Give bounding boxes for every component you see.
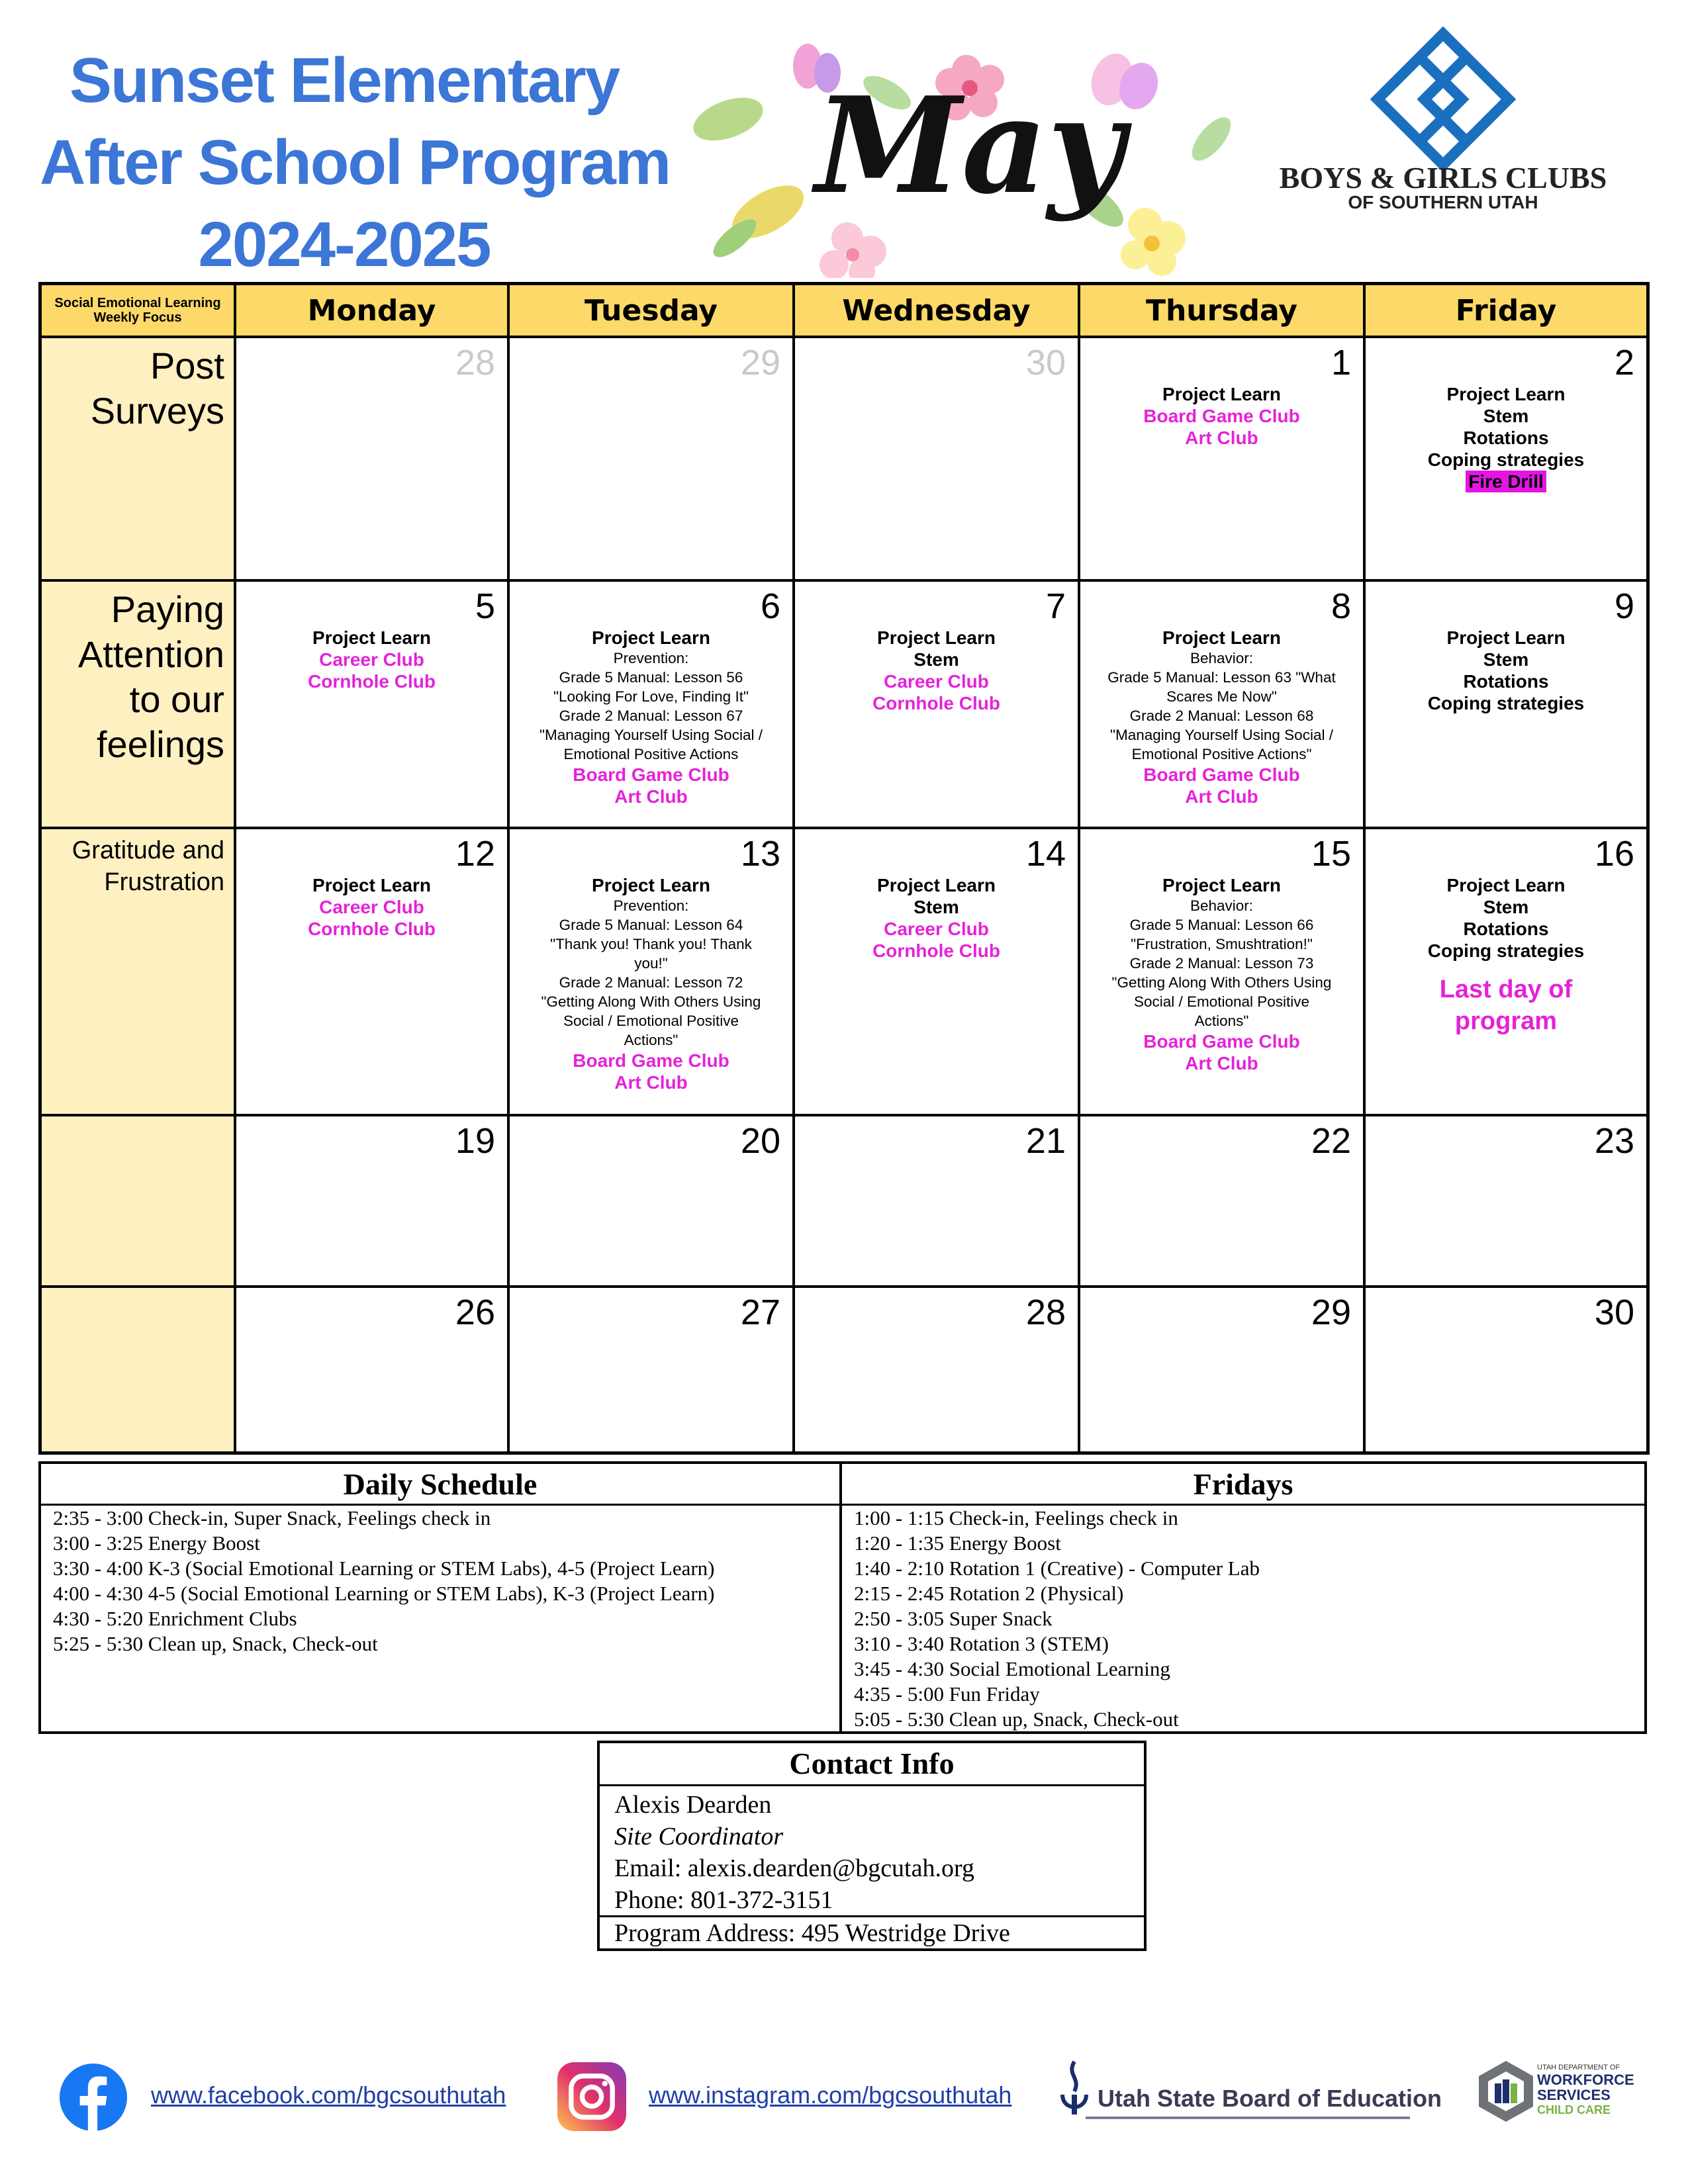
dws-line-1: UTAH DEPARTMENT OF xyxy=(1537,2064,1620,2071)
day-cell xyxy=(236,338,510,582)
event-item: Project Learn xyxy=(1446,627,1566,648)
event-item: "Frustration, Smushtration!" xyxy=(1131,936,1313,952)
instagram-link[interactable]: www.instagram.com/bgcsouthutah xyxy=(649,2081,1012,2109)
schedule-line: 4:30 - 5:20 Enrichment Clubs xyxy=(53,1607,297,1630)
day-cell xyxy=(795,338,1080,582)
schedule-line: 2:35 - 3:00 Check-in, Super Snack, Feelings check in xyxy=(53,1506,491,1529)
calendar-grid xyxy=(38,282,1650,1455)
friday-schedule-list xyxy=(842,1506,1644,1732)
event-item: Project Learn xyxy=(1162,384,1281,404)
event-item: Scares Me Now" xyxy=(1166,688,1277,705)
day-cell xyxy=(1366,338,1646,582)
event-item: Project Learn xyxy=(312,627,431,648)
day-header-friday: Friday xyxy=(1366,285,1646,338)
event-item: Social / Emotional Positive xyxy=(1133,993,1310,1010)
event-item: "Managing Yourself Using Social / xyxy=(539,727,763,743)
day-cell xyxy=(1080,829,1366,1116)
event-item: Rotations xyxy=(1463,919,1549,939)
event-item: Grade 2 Manual: Lesson 67 xyxy=(559,707,743,724)
day-number: 19 xyxy=(455,1121,495,1161)
day-cell xyxy=(510,582,795,829)
event-item: Grade 2 Manual: Lesson 72 xyxy=(559,974,743,991)
facebook-link[interactable]: www.facebook.com/bgcsouthutah xyxy=(151,2081,506,2109)
event-item: Rotations xyxy=(1463,671,1549,692)
program-title xyxy=(40,40,671,286)
week-focus: Gratitude and Frustration xyxy=(42,829,236,1116)
event-list xyxy=(800,874,1072,962)
event-item: Actions" xyxy=(624,1032,679,1048)
day-cell xyxy=(1080,1288,1366,1451)
week-focus xyxy=(42,1288,236,1451)
event-item: Career Club xyxy=(319,649,424,670)
day-number: 26 xyxy=(455,1293,495,1332)
day-number: 22 xyxy=(1311,1121,1351,1161)
schedule-line: 4:00 - 4:30 4-5 (Social Emotional Learning or STEM Labs), K-3 (Project Learn) xyxy=(53,1582,715,1605)
day-header-thursday: Thursday xyxy=(1080,285,1366,338)
schedule-line: 3:45 - 4:30 Social Emotional Learning xyxy=(854,1657,1170,1680)
event-item: Art Club xyxy=(1185,786,1258,807)
friday-schedule xyxy=(842,1464,1644,1731)
event-item: program xyxy=(1454,1007,1558,1035)
day-number: 14 xyxy=(1025,834,1066,874)
day-number: 27 xyxy=(740,1293,780,1332)
day-cell xyxy=(510,338,795,582)
event-list xyxy=(1371,874,1641,1037)
title-line-3: 2024-2025 xyxy=(198,209,491,280)
event-item: Behavior: xyxy=(1190,650,1254,666)
schedule-line: 3:30 - 4:00 K-3 (Social Emotional Learning or STEM Labs), 4-5 (Project Learn) xyxy=(53,1557,715,1580)
event-item: Grade 5 Manual: Lesson 64 xyxy=(559,917,743,933)
day-cell xyxy=(1366,829,1646,1116)
dws-line-4: CHILD CARE xyxy=(1537,2103,1611,2116)
event-item: Project Learn xyxy=(1162,627,1281,648)
focus-header-label: Social Emotional Learning Weekly Focus xyxy=(54,296,221,325)
event-item: Social / Emotional Positive xyxy=(563,1013,739,1029)
contact-title: Contact Info xyxy=(600,1743,1144,1786)
program-address: Program Address: 495 Westridge Drive xyxy=(614,1919,1010,1947)
event-item: Project Learn xyxy=(592,627,710,648)
event-item: Project Learn xyxy=(1446,875,1566,895)
schedule-line: 4:35 - 5:00 Fun Friday xyxy=(854,1682,1040,1706)
day-cell xyxy=(1366,1288,1646,1451)
day-header-monday: Monday xyxy=(236,285,510,338)
event-list xyxy=(800,627,1072,714)
event-item: you!" xyxy=(634,955,668,972)
contact-role: Site Coordinator xyxy=(614,1823,784,1850)
event-item: Stem xyxy=(1483,406,1529,426)
day-number: 7 xyxy=(1045,586,1066,626)
event-list xyxy=(1086,383,1358,449)
event-item: Career Club xyxy=(884,919,989,939)
event-item: Cornhole Club xyxy=(308,671,436,692)
day-number: 6 xyxy=(760,586,780,626)
contact-name: Alexis Dearden xyxy=(614,1791,772,1819)
day-cell xyxy=(236,1116,510,1288)
event-item: Art Club xyxy=(1185,1053,1258,1073)
usbe-torch-icon xyxy=(1054,2058,1095,2118)
event-item: Board Game Club xyxy=(1143,406,1300,426)
event-item: Stem xyxy=(914,649,959,670)
day-cell xyxy=(795,1116,1080,1288)
event-item: Coping strategies xyxy=(1427,940,1585,961)
schedule-line: 1:20 - 1:35 Energy Boost xyxy=(854,1531,1061,1555)
daily-schedule-list xyxy=(41,1506,839,1657)
day-number: 1 xyxy=(1331,343,1351,383)
title-line-2: After School Program xyxy=(40,127,671,198)
event-item: Prevention: xyxy=(613,897,689,914)
event-item: Emotional Positive Actions" xyxy=(1131,746,1312,762)
day-number: 9 xyxy=(1614,586,1634,626)
event-list xyxy=(1371,383,1641,492)
event-item: Project Learn xyxy=(312,875,431,895)
day-number: 28 xyxy=(1025,1293,1066,1332)
event-item: Rotations xyxy=(1463,428,1549,448)
day-cell xyxy=(1366,582,1646,829)
day-cell xyxy=(236,829,510,1116)
day-number: 8 xyxy=(1331,586,1351,626)
contact-info-box xyxy=(597,1741,1147,1951)
event-item: Career Club xyxy=(884,671,989,692)
event-item: Fire Drill xyxy=(1466,471,1546,492)
day-cell xyxy=(1080,582,1366,829)
dws-line-3: SERVICES xyxy=(1537,2087,1611,2103)
event-item: Board Game Club xyxy=(573,764,729,785)
week-focus xyxy=(42,1116,236,1288)
event-item: Art Club xyxy=(1185,428,1258,448)
event-item: Stem xyxy=(914,897,959,917)
may-lettering: May xyxy=(815,68,1125,224)
day-cell xyxy=(1080,338,1366,582)
event-item: Grade 5 Manual: Lesson 63 "What xyxy=(1107,669,1336,686)
event-list xyxy=(1086,627,1358,807)
usbe-underline xyxy=(1086,2116,1410,2119)
event-item: Coping strategies xyxy=(1427,693,1585,713)
event-item: Cornhole Club xyxy=(872,693,1000,713)
event-item: Grade 2 Manual: Lesson 73 xyxy=(1129,955,1314,972)
event-item: Emotional Positive Actions xyxy=(563,746,739,762)
event-item: Cornhole Club xyxy=(308,919,436,939)
event-item: "Managing Yourself Using Social / xyxy=(1110,727,1333,743)
day-header-tuesday: Tuesday xyxy=(510,285,795,338)
event-item: "Getting Along With Others Using xyxy=(541,993,761,1010)
event-list xyxy=(515,874,787,1093)
event-item: Stem xyxy=(1483,897,1529,917)
schedule-line: 1:40 - 2:10 Rotation 1 (Creative) - Computer Lab xyxy=(854,1557,1260,1580)
day-cell xyxy=(1366,1116,1646,1288)
day-cell xyxy=(236,582,510,829)
schedule-line: 3:00 - 3:25 Energy Boost xyxy=(53,1531,260,1555)
event-item: Project Learn xyxy=(1446,384,1566,404)
schedule-line: 5:25 - 5:30 Clean up, Snack, Check-out xyxy=(53,1632,378,1655)
event-item: Last day of xyxy=(1439,976,1573,1003)
event-item: Board Game Club xyxy=(1143,1031,1300,1052)
daily-schedule xyxy=(41,1464,842,1731)
day-number: 15 xyxy=(1311,834,1351,874)
event-item: Art Club xyxy=(614,1072,688,1093)
event-list xyxy=(1371,627,1641,714)
schedule-line: 2:15 - 2:45 Rotation 2 (Physical) xyxy=(854,1582,1124,1605)
day-number: 16 xyxy=(1594,834,1634,874)
contact-phone[interactable]: Phone: 801-372-3151 xyxy=(614,1886,833,1914)
event-item: Coping strategies xyxy=(1427,449,1585,470)
event-item: Grade 5 Manual: Lesson 66 xyxy=(1129,917,1314,933)
event-item: Grade 5 Manual: Lesson 56 xyxy=(559,669,743,686)
day-number: 30 xyxy=(1594,1293,1634,1332)
day-cell xyxy=(510,1116,795,1288)
event-list xyxy=(1086,874,1358,1074)
day-cell xyxy=(236,1288,510,1451)
schedule-line: 2:50 - 3:05 Super Snack xyxy=(854,1607,1053,1630)
event-item: Board Game Club xyxy=(1143,764,1300,785)
daily-schedule-title: Daily Schedule xyxy=(41,1464,839,1506)
event-item: Stem xyxy=(1483,649,1529,670)
event-item: Actions" xyxy=(1194,1013,1249,1029)
contact-email[interactable]: Email: alexis.dearden@bgcutah.org xyxy=(614,1854,974,1882)
event-item: Behavior: xyxy=(1190,897,1254,914)
org-subname: OF SOUTHERN UTAH xyxy=(1348,192,1538,212)
day-number: 30 xyxy=(1025,343,1066,383)
event-item: Prevention: xyxy=(613,650,689,666)
instagram-icon[interactable] xyxy=(557,2062,626,2131)
day-number: 28 xyxy=(455,343,495,383)
week-focus: Paying Attention to our feelings xyxy=(42,582,236,829)
usbe-logo-text: Utah State Board of Education xyxy=(1098,2085,1442,2112)
schedule-line: 5:05 - 5:30 Clean up, Snack, Check-out xyxy=(854,1707,1179,1731)
day-number: 21 xyxy=(1025,1121,1066,1161)
event-item: Cornhole Club xyxy=(872,940,1000,961)
day-cell xyxy=(1080,1116,1366,1288)
day-number: 5 xyxy=(475,586,495,626)
event-item: "Looking For Love, Finding It" xyxy=(553,688,749,705)
dws-line-2: WORKFORCE xyxy=(1537,2071,1634,2088)
event-item: Board Game Club xyxy=(573,1050,729,1071)
day-cell xyxy=(795,829,1080,1116)
day-number: 13 xyxy=(740,834,780,874)
day-number: 29 xyxy=(740,343,780,383)
focus-column-header xyxy=(42,285,236,338)
schedule-line: 3:10 - 3:40 Rotation 3 (STEM) xyxy=(854,1632,1109,1655)
day-cell xyxy=(510,1288,795,1451)
facebook-icon[interactable] xyxy=(60,2064,127,2131)
event-item: Grade 2 Manual: Lesson 68 xyxy=(1129,707,1314,724)
event-item: "Thank you! Thank you! Thank xyxy=(550,936,752,952)
event-item: Project Learn xyxy=(877,627,996,648)
day-number: 29 xyxy=(1311,1293,1351,1332)
event-list xyxy=(242,874,502,940)
event-item: Art Club xyxy=(614,786,688,807)
event-list xyxy=(515,627,787,807)
day-header-wednesday: Wednesday xyxy=(795,285,1080,338)
day-cell xyxy=(795,1288,1080,1451)
dws-hexagon-icon xyxy=(1477,2060,1534,2123)
day-number: 20 xyxy=(740,1121,780,1161)
schedule-line: 1:00 - 1:15 Check-in, Feelings check in xyxy=(854,1506,1178,1529)
day-number: 23 xyxy=(1594,1121,1634,1161)
event-item: Project Learn xyxy=(1162,875,1281,895)
schedule-panel xyxy=(38,1461,1647,1734)
title-line-1: Sunset Elementary xyxy=(69,45,620,116)
day-cell xyxy=(795,582,1080,829)
org-name: BOYS & GIRLS CLUBS xyxy=(1279,161,1607,195)
week-focus: Post Surveys xyxy=(42,338,236,582)
event-item: Career Club xyxy=(319,897,424,917)
day-cell xyxy=(510,829,795,1116)
friday-schedule-title: Fridays xyxy=(842,1464,1644,1506)
day-number: 12 xyxy=(455,834,495,874)
day-number: 2 xyxy=(1614,343,1634,383)
event-list xyxy=(242,627,502,692)
event-item: "Getting Along With Others Using xyxy=(1111,974,1332,991)
event-item: Project Learn xyxy=(592,875,710,895)
may-floral-illustration xyxy=(688,40,1251,278)
event-item: Project Learn xyxy=(877,875,996,895)
